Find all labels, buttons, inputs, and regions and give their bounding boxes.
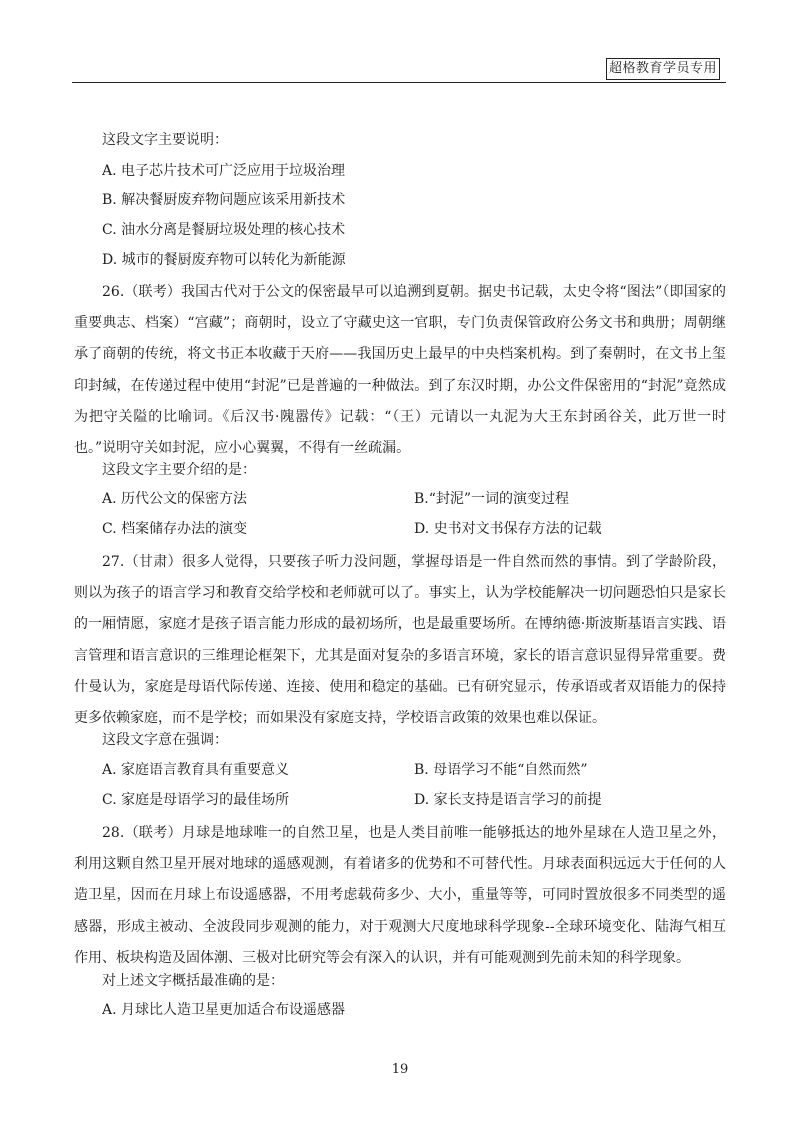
page-number: 19 [391, 1062, 409, 1077]
q26-option-d: D. 史书对文书保存方法的记载 [414, 521, 602, 537]
q25-option-b: B. 解决餐厨废弃物问题应该采用新技术 [102, 192, 346, 208]
header-label: 超格教育学员专用 [606, 58, 720, 80]
q27-prompt: 这段文字意在强调： [102, 732, 228, 748]
q27-options-row-2 [102, 789, 726, 811]
q25-option-d: D. 城市的餐厨废弃物可以转化为新能源 [102, 252, 346, 268]
q27-option-d: D. 家长支持是语言学习的前提 [414, 792, 602, 808]
q28-passage-text: 28.（联考）月球是地球唯一的自然卫星，也是人类目前唯一能够抵达的地外星球在人造卫星之外，利用这颗自然卫星开展对地球的遥感观测，有着诸多的优势和不可替代性。月球表面积远远大于任何的人造卫星，因而在月球上布设遥感器，不用考虑载荷多少、大小，重量等等，可同时置放很多不同类型的遥感器，形成主被动、全波段同步观测的能力，对于观测大尺度地球科学现象--全球环境变化、陆海气相互作用、板块构造及固体潮、三极对比研究等会有深入的认识，并有可能观测到先前未知的科学现象。 [74, 825, 726, 966]
q27-passage [74, 547, 726, 734]
q25-option-c: C. 油水分离是餐厨垃圾处理的核心技术 [102, 222, 346, 238]
header-divider [72, 82, 726, 83]
q28-option-a: A. 月球比人造卫星更加适合布设遥感器 [102, 1002, 346, 1018]
q27-options-row-1 [102, 759, 726, 781]
q27-passage-text: 27.（甘肃）很多人觉得，只要孩子听力没问题，掌握母语是一件自然而然的事情。到了学龄阶段，则以为孩子的语言学习和教育交给学校和老师就可以了。事实上，认为学校能解决一切问题恐怕只是家长的一厢情愿，家庭才是孩子语言能力形成的最初场所，也是最重要场所。在博纳德·斯波斯基语言实践、语言管理和语言意识的三维理论框架下，尤其是面对复杂的多语言环境，家长的语言意识显得异常重要。费什曼认为，家庭是母语代际传递、连接、使用和稳定的基础。已有研究显示，传承语或者双语能力的保持更多依赖家庭，而不是学校；而如果没有家庭支持，学校语言政策的效果也难以保证。 [74, 554, 726, 727]
q27-option-b: B. 母语学习不能“自然而然” [414, 762, 588, 778]
q25-prompt: 这段文字主要说明： [102, 132, 228, 148]
q26-option-b: B.“封泥”一词的演变过程 [414, 491, 570, 507]
q26-options-row-2 [102, 518, 726, 540]
q26-option-c: C. 档案储存办法的演变 [102, 521, 248, 537]
q26-prompt: 这段文字主要介绍的是： [102, 462, 256, 478]
q26-passage [74, 277, 726, 464]
q26-options-row-1 [102, 488, 726, 510]
q25-option-a: A. 电子芯片技术可广泛应用于垃圾治理 [102, 163, 346, 179]
q28-passage [74, 818, 726, 974]
q28-prompt: 对上述文字概括最准确的是： [102, 973, 284, 989]
q27-option-c: C. 家庭是母语学习的最佳场所 [102, 792, 290, 808]
q27-option-a: A. 家庭语言教育具有重要意义 [102, 762, 290, 778]
q26-passage-text: 26.（联考）我国古代对于公文的保密最早可以追溯到夏朝。据史书记载，太史令将“图法”（即国家的重要典志、档案）“宫藏”；商朝时，设立了守藏史这一官职，专门负责保管政府公务文书和典册；周朝继承了商朝的传统，将文书正本收藏于天府——我国历史上最早的中央档案机构。到了秦朝时，在文书上玺印封缄，在传递过程中使用“封泥”已是普遍的一种做法。到了东汉时期，办公文件保密用的“封泥”竟然成为把守关隘的比喻词。《后汉书·隗嚣传》记载：“（王）元请以一丸泥为大王东封函谷关，此万世一时也。”说明守关如封泥，应小心翼翼，不得有一丝疏漏。 [74, 284, 726, 457]
q26-option-a: A. 历代公文的保密方法 [102, 491, 248, 507]
